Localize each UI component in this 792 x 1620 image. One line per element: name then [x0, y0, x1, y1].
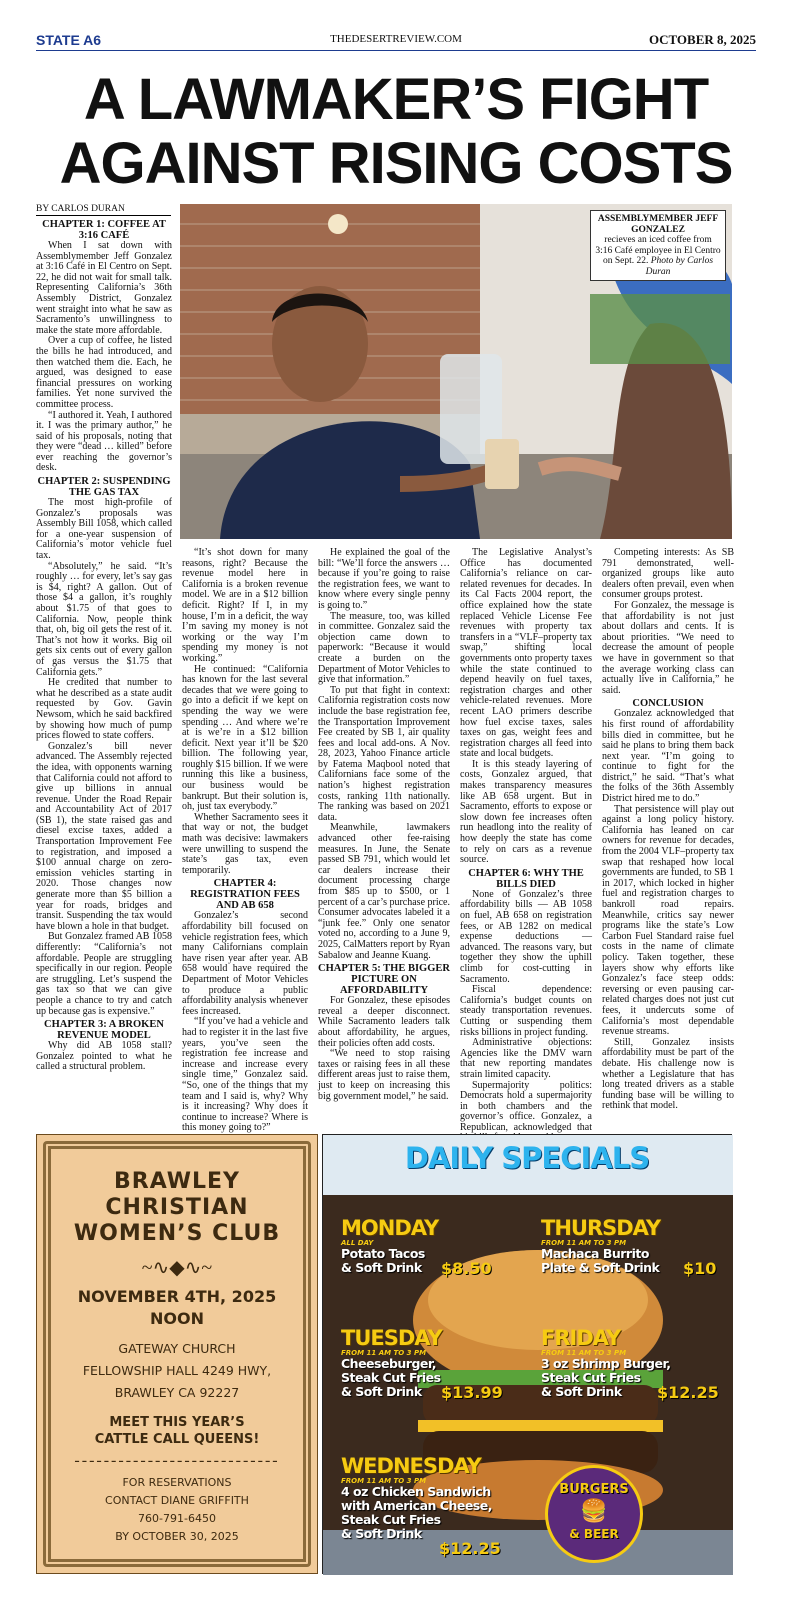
paragraph: Gonzalez acknowledged that his first round of affordability bills died in committee, but he said he plans to bring them back next year. “I’m going to continue to fight for the district,” he said. “That’s what the folks of the 36th Assembly District hired me to do.” — [602, 708, 734, 805]
paragraph: Gonzalez’s second affordability bill focused on vehicle registration fees, which many Californians complain have risen year after year. AB 658 would have required the Department of Motor Vehicles to produce a public affordability analysis whenever fees increased. — [182, 910, 308, 1017]
event-date: NOVEMBER 4TH, 2025 — [77, 1287, 277, 1306]
day-hours: FROM 11 AM TO 3 PM — [541, 1239, 627, 1247]
paragraph: It is this steady layering of costs, Gonzalez argued, that makes transparency measures like AB 658 urgent. But in Sacramento, efforts to expose or slow down fee increases often run headlong into the reality of how deeply the state has come to rely on cars as a revenue source. — [460, 758, 592, 866]
reservation-info — [59, 1474, 295, 1546]
special-thursday[interactable] — [541, 1216, 731, 1278]
paragraph: None of Gonzalez’s three affordability bills — AB 1058 on fuel, AB 658 on registration fees, or AB 1282 on medical expense deductions — advanced. The reasons vary, but together they show the uphill climb for cost-cutting in Sacramento. — [460, 888, 592, 985]
paragraph: Competing interests: As SB 791 demonstrated, well-organized groups like auto dealers often prevail, even when consumer groups protest. — [602, 547, 734, 601]
chapter-heading: CHAPTER 6: WHY THE BILLS DIED — [468, 867, 584, 890]
club-ad-content — [59, 1169, 295, 1546]
article-column-5 — [602, 548, 734, 1110]
paragraph: Meanwhile, lawmakers advanced other fee-raising measures. In June, the Senate passed SB 791, which would let car dealers increase their document processing charge from $85 up to $500, or 1 percent of a car’s purchase price. Consumer advocates labeled it a “junk fee.” Only one senator voted no, according to a June 9, 2025, CalMatters report by Ryan Sabalow and Jeanne Kuang. — [318, 822, 450, 961]
chapter-heading: CHAPTER 3: A BROKEN REVENUE MODEL — [44, 1019, 164, 1042]
highlight-line: CATTLE CALL QUEENS! — [94, 1432, 260, 1447]
paragraph: “We need to stop raising taxes or raising fees in all these different areas just to raise them, just to keep on increasing this big government model,” he said. — [318, 1048, 450, 1102]
club-advertisement[interactable] — [36, 1134, 318, 1574]
venue-line: BRAWLEY CA 92227 — [114, 1385, 240, 1400]
paragraph: “If you’ve had a vehicle and had to register it in the last five years, you’ve seen the registration fee increase and increase and increase every single time,” Gonzalez said. “So, one of the things that my team and I said is, why? Why is it increasing? Why does it continue to increase? Where is this money going to?” — [182, 1016, 308, 1134]
paragraph: For Gonzalez, these episodes reveal a deeper disconnect. While Sacramento leaders talk about affordability, he argues, their policies often add costs. — [318, 995, 450, 1049]
byline: BY CARLOS DURAN — [36, 204, 171, 216]
paragraph: The Legislative Analyst’s Office has documented California’s reliance on car-related revenues for decades. In its Cal Facts 2004 report, the office explained how the state replaced Vehicle License Fee revenues with property tax transfers in a “VLF–property tax swap,” shifting local governments onto property taxes while the state continued to depend heavily on fuel taxes, registration charges and other vehicle-related revenues. More recent LAO primers describe how fuel excise taxes, sales taxes on gas, weight fees and registration charges all feed into state and local budgets. — [460, 547, 592, 760]
chapter-heading: CHAPTER 4: REGISTRATION FEES AND AB 658 — [190, 878, 300, 912]
day-hours: FROM 11 AM TO 3 PM — [341, 1477, 427, 1485]
item-line: Machaca Burrito — [541, 1246, 649, 1261]
article-photo — [180, 204, 732, 539]
venue-line: FELLOWSHIP HALL 4249 HWY, — [82, 1363, 272, 1378]
special-tuesday[interactable] — [341, 1326, 531, 1402]
price: $10 — [683, 1259, 717, 1278]
paragraph: Gonzalez’s bill never advanced. The Assembly rejected the idea, with opponents warning that California could not afford to give up billions in annual revenue. Under the Road Repair and Accountability Act of 2017 (SB 1), the state raised gas and diesel excise taxes, added a Transportation Improvement Fee to registration, and imposed a $100 annual charge on zero-emission vehicles starting in 2020. Those changes now generate more than $5 billion a year for roads, bridges and transit. Suspending the tax would have blown a hole in that budget. — [36, 740, 172, 932]
price: $12.25 — [657, 1383, 719, 1402]
club-title-line: CHRISTIAN — [105, 1195, 249, 1220]
article-column-2 — [182, 547, 308, 1134]
page-header — [36, 32, 756, 51]
item-line: 3 oz Shrimp Burger, — [541, 1356, 671, 1371]
venue-line: GATEWAY CHURCH — [118, 1341, 236, 1356]
price: $13.99 — [441, 1383, 503, 1402]
day-name: WEDNESDAY — [341, 1454, 481, 1478]
item-line: with American Cheese, — [341, 1498, 492, 1513]
item-line: Potato Tacos — [341, 1246, 425, 1261]
article-column-3 — [318, 548, 450, 1110]
paragraph: The measure, too, was killed in committee. Gonzalez said the objection came down to paperwork: “Because it would create a burden on the Department of Motor Vehicles to give that information.” — [318, 610, 451, 686]
phone-number[interactable]: 760-791-6450 — [138, 1512, 216, 1525]
highlight-line: MEET THIS YEAR’S — [109, 1415, 245, 1430]
paragraph: Administrative objections: Agencies like the DMV warn that new reporting mandates strain limited capacity. — [460, 1037, 592, 1080]
item-line: & Soft Drink — [541, 1384, 622, 1399]
paragraph: Fiscal dependence: California’s budget counts on steady transportation revenues. Cutting or suspending them risks billions in project funding. — [460, 984, 592, 1038]
paragraph: He credited that number to what he described as a state audit requested by Gov. Gavin Newsom, which he said backfired by showing how much of pump prices flowed to state coffers. — [36, 677, 172, 742]
chapter-heading: CHAPTER 1: COFFEE AT 3:16 CAFÉ — [42, 219, 166, 241]
reservation-line: FOR RESERVATIONS — [122, 1476, 232, 1489]
event-highlight — [59, 1414, 295, 1448]
paragraph: “I authored it. Yeah, I authored it. I was the primary author,” he said of his proposals, noting that they were “dead … killed” before ever reaching the governor’s desk. — [36, 409, 172, 474]
paragraph: “It’s shot down for many reasons, right? Because the revenue model here in California is a broken revenue model. We are in a $12 billion deficit. Right? If I, in my house, I’m in a deficit, the way I’m saving my money is not working or the way I’m spending my money is not working.” — [182, 547, 308, 664]
paragraph: That persistence will play out against a long policy history. California has leaned on car owners for revenue for decades, from the 2004 VLF–property tax swap that reshaped how local governments are funded, to SB 1 in 2017, which locked in higher fuel and registration charges to bankroll road repairs. Meanwhile, critics say newer programs like the state’s Low Carbon Fuel Standard raise fuel costs in the name of climate policy. Taken together, these layers show why efforts like Gonzalez’s face steep odds: reversing or even pausing car-related charges does not just cut fees, it undercuts some of California’s most dependable revenue streams. — [602, 803, 734, 1038]
item-line: & Soft Drink — [341, 1260, 422, 1275]
day-hours: ALL DAY — [341, 1239, 374, 1247]
article-column-1 — [36, 217, 172, 1107]
divider: ---------------------------- — [74, 1452, 280, 1469]
day-name: TUESDAY — [341, 1326, 442, 1350]
paragraph: Whether Sacramento sees it that way or not, the budget math was decisive: lawmakers were unwilling to suspend the state’s gas tax, even temporarily. — [182, 811, 308, 876]
paragraph: Why did AB 1058 stall? Gonzalez pointed to what he called a structural problem. — [36, 1040, 172, 1073]
paragraph: He continued: “California has known for the last several decades that we were going to go into a deficit if we kept on spending the way we were spending … And where we’re at is we’re in a $12 billion deficit. Next year it’ll be $20 billion. The following year, roughly $15 billion. If we were running this like a business, our business would be bankrupt. But their solution is, oh, just tax everybody.” — [182, 663, 308, 813]
paragraph: For Gonzalez, the message is that affordability is not just about dollars and cents. It is about priorities. “We need to decrease the amount of people we have in government so that the average working class can actually live in California,” he said. — [602, 599, 734, 696]
item-line: Steak Cut Fries — [341, 1370, 441, 1385]
event-location — [59, 1338, 295, 1404]
issue-date: OCTOBER 8, 2025 — [648, 32, 756, 47]
price: $8.50 — [441, 1259, 492, 1278]
paragraph: When I sat down with Assemblymember Jeff Gonzalez at 3:16 Café in El Centro on Sept. 22, he did not wait for small talk. Representing California’s 36th Assembly District, Gonzalez went straight into what he saw as Sacramento’s unwillingness to make the state more affordable. — [36, 240, 172, 336]
paragraph: He explained the goal of the bill: “We’ll force the answers … because if you’re going to raise the registration fees, we want to know where every single penny is going to.” — [318, 547, 450, 611]
chapter-heading: CHAPTER 5: THE BIGGER PICTURE ON AFFORDABILITY — [318, 963, 450, 997]
paragraph: Over a cup of coffee, he listed the bills he had introduced, and then watched them die. Each, he argued, was designed to ease financial pressures on working families. Yet none survived the committee process. — [36, 335, 172, 410]
burgers-and-beer-logo — [545, 1465, 643, 1563]
price: $12.25 — [439, 1539, 501, 1558]
paragraph: The most high-profile of Gonzalez’s proposals was Assembly Bill 1058, which called for a one-year suspension of California’s motor vehicle fuel tax. — [36, 497, 172, 562]
paragraph: To put that fight in context: California registration costs now include the base registration fee, the Transportation Improvement Fee created by SB 1, air quality fees and local add-ons. A Nov. 28, 2023, Yahoo Finance article by Fatema Maqbool noted that Californians face some of the nation’s highest registration costs, ranking 11th nationally. The ranking was based on 2021 data. — [318, 684, 450, 823]
reservation-deadline: BY OCTOBER 30, 2025 — [115, 1530, 239, 1543]
day-name: THURSDAY — [541, 1216, 661, 1240]
day-hours: FROM 11 AM TO 3 PM — [341, 1349, 427, 1357]
event-time: NOON — [150, 1309, 204, 1328]
item-line: & Soft Drink — [341, 1384, 422, 1399]
flourish-ornament-icon: ~∿◆∿~ — [141, 1257, 213, 1279]
caption-credit: Photo by Carlos Duran — [645, 256, 714, 277]
item-line: Steak Cut Fries — [541, 1370, 641, 1385]
photo-caption — [590, 210, 726, 281]
caption-text: recieves an iced coffee from 3:16 Café employee in El Centro on Sept. 22. — [595, 235, 721, 266]
special-friday[interactable] — [541, 1326, 731, 1402]
special-monday[interactable] — [341, 1216, 521, 1278]
paragraph: But Gonzalez framed AB 1058 differently: “California’s not affordable. People are struggling specifically in our region. People are struggling. Let’s suspend the gas tax so that we can give people a chance to try and catch up because gas is expensive.” — [36, 931, 172, 1017]
section-label: STATE A6 — [36, 32, 102, 48]
daily-specials-advertisement[interactable] — [322, 1134, 732, 1574]
paragraph: “Absolutely,” he said. “It’s roughly … for every, let’s say gas is $4, right? A gallon. Out of those $4 a gallon, it’s roughly about $1.75 of that goes to California. Now, people think that, oh, big oil gets the rest of it. That’s not how it works. Big oil gets six cents out of every gallon of gas versus the $1.75 that California gets.” — [36, 560, 172, 678]
headline: A LAWMAKER’S FIGHT AGAINST RISING COSTS — [59, 67, 733, 196]
club-title-line: BRAWLEY — [114, 1169, 240, 1194]
caption-name: ASSEMBLYMEMBER JEFF GONZALEZ — [597, 214, 719, 235]
chapter-heading: CHAPTER 2: SUSPENDING THE GAS TAX — [37, 476, 171, 499]
item-line: Plate & Soft Drink — [541, 1260, 660, 1275]
day-name: FRIDAY — [541, 1326, 621, 1350]
logo-text: BURGERS — [559, 1482, 629, 1497]
club-title-line: WOMEN’S CLUB — [73, 1221, 281, 1246]
logo-text: & BEER — [569, 1527, 619, 1541]
paragraph: Still, Gonzalez insists affordability must be part of the debate. His challenge now is whether a Legislature that has long treated drivers as a stable funding base will be willing to rethink that model. — [602, 1036, 734, 1112]
article-column-4 — [460, 547, 592, 1133]
club-title — [59, 1169, 295, 1247]
day-name: MONDAY — [341, 1216, 439, 1240]
chapter-heading: CONCLUSION — [632, 698, 704, 710]
item-line: & Soft Drink — [341, 1526, 422, 1541]
reservation-line: CONTACT DIANE GRIFFITH — [105, 1494, 249, 1507]
day-hours: FROM 11 AM TO 3 PM — [541, 1349, 627, 1357]
site-url[interactable]: THEDESERTREVIEW.COM — [330, 33, 462, 45]
item-line: Cheeseburger, — [341, 1356, 436, 1371]
item-line: Steak Cut Fries — [341, 1512, 441, 1527]
paragraph: Supermajority politics: Democrats hold a supermajority in both chambers and the governor’s office. Gonzalez, a Republican, acknowledged that — [460, 1079, 592, 1133]
specials-title: DAILY SPECIALS — [404, 1141, 650, 1175]
burger-beer-icon: 🍔 — [580, 1499, 608, 1524]
special-wednesday[interactable] — [341, 1454, 541, 1558]
item-line: 4 oz Chicken Sandwich — [341, 1484, 491, 1499]
